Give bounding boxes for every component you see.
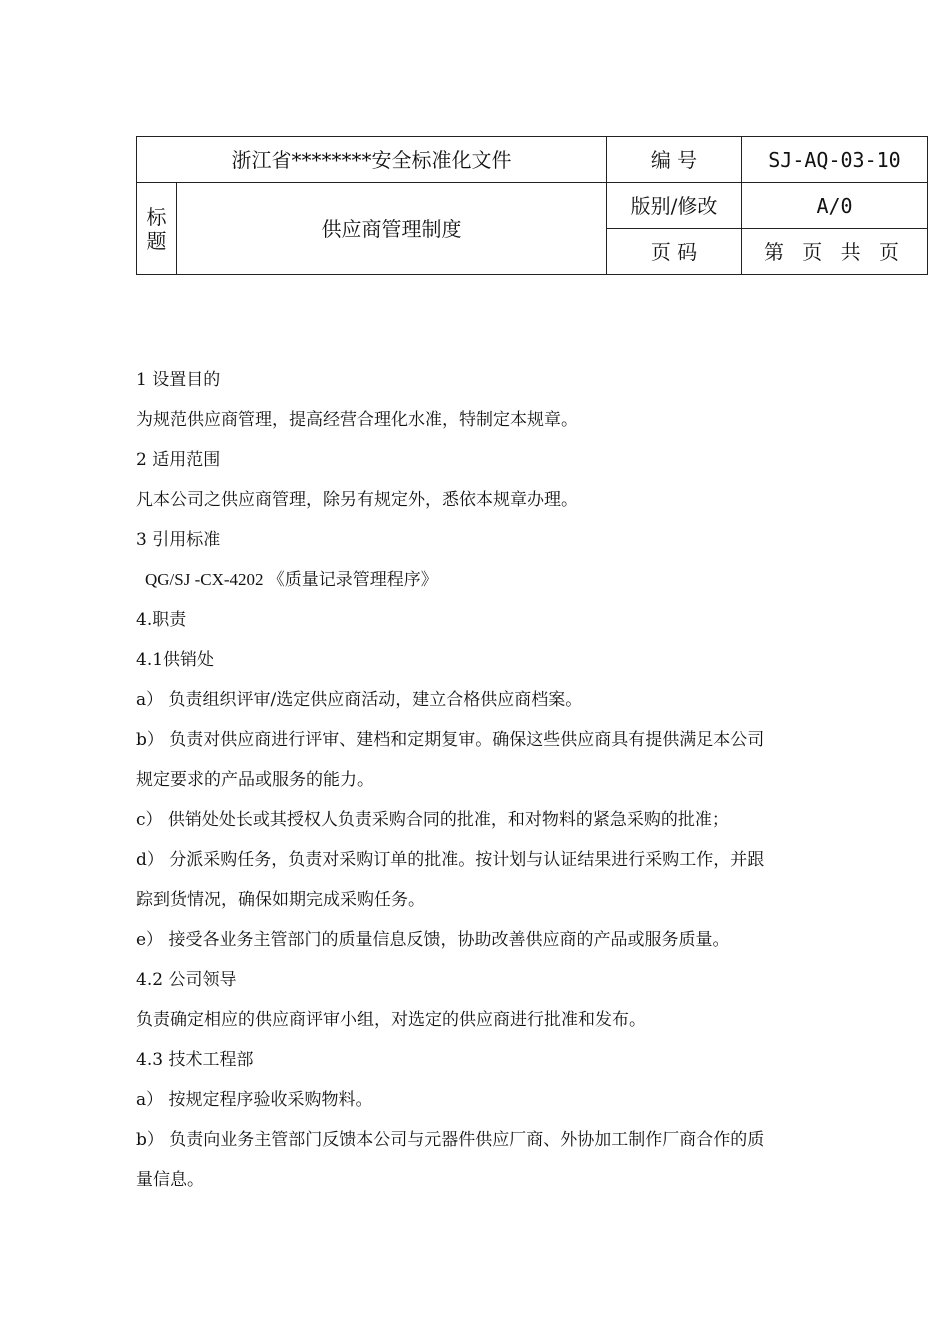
list-item: b） 负责对供应商进行评审、建档和定期复审。确保这些供应商具有提供满足本公司	[136, 730, 765, 750]
code-label: 编 号	[607, 137, 742, 183]
page-value: 第 页 共 页	[742, 229, 928, 275]
document-body	[136, 360, 836, 1200]
section-heading: 1 设置目的	[136, 370, 221, 390]
subsection-heading: 4.3 技术工程部	[136, 1050, 254, 1070]
list-item-continuation: 规定要求的产品或服务的能力。	[136, 770, 374, 790]
title-label-line2: 题	[146, 228, 167, 253]
list-item: b） 负责向业务主管部门反馈本公司与元器件供应厂商、外协加工制作厂商合作的质	[136, 1130, 765, 1150]
page-label: 页 码	[607, 229, 742, 275]
title-label	[137, 183, 177, 275]
version-value: A/0	[742, 183, 928, 229]
list-item: a） 负责组织评审/选定供应商活动，建立合格供应商档案。	[136, 690, 583, 710]
paragraph: 负责确定相应的供应商评审小组，对选定的供应商进行批准和发布。	[136, 1010, 646, 1030]
section-heading: 4.职责	[136, 610, 187, 630]
document-title: 浙江省********安全标准化文件	[137, 137, 607, 183]
section-heading: 3 引用标准	[136, 530, 221, 550]
subsection-heading: 4.2 公司领导	[136, 970, 237, 990]
title-label-line1: 标	[146, 204, 167, 229]
list-item: e） 接受各业务主管部门的质量信息反馈，协助改善供应商的产品或服务质量。	[136, 930, 730, 950]
subsection-heading: 4.1供销处	[136, 650, 215, 670]
list-item: c） 供销处处长或其授权人负责采购合同的批准，和对物料的紧急采购的批准；	[136, 810, 729, 830]
subject-title: 供应商管理制度	[177, 183, 607, 275]
list-item: a） 按规定程序验收采购物料。	[136, 1090, 373, 1110]
list-item: d） 分派采购任务，负责对采购订单的批准。按计划与认证结果进行采购工作，并跟	[136, 850, 765, 870]
paragraph: 凡本公司之供应商管理，除另有规定外，悉依本规章办理。	[136, 490, 578, 510]
document-header-table	[136, 136, 928, 275]
code-value: SJ-AQ-03-10	[742, 137, 928, 183]
section-heading: 2 适用范围	[136, 450, 221, 470]
reference-standard: QG/SJ -CX-4202 《质量记录管理程序》	[145, 570, 438, 589]
list-item-continuation: 量信息。	[136, 1170, 204, 1190]
paragraph: 为规范供应商管理，提高经营合理化水准，特制定本规章。	[136, 410, 578, 430]
list-item-continuation: 踪到货情况，确保如期完成采购任务。	[136, 890, 425, 910]
version-label: 版别/修改	[607, 183, 742, 229]
